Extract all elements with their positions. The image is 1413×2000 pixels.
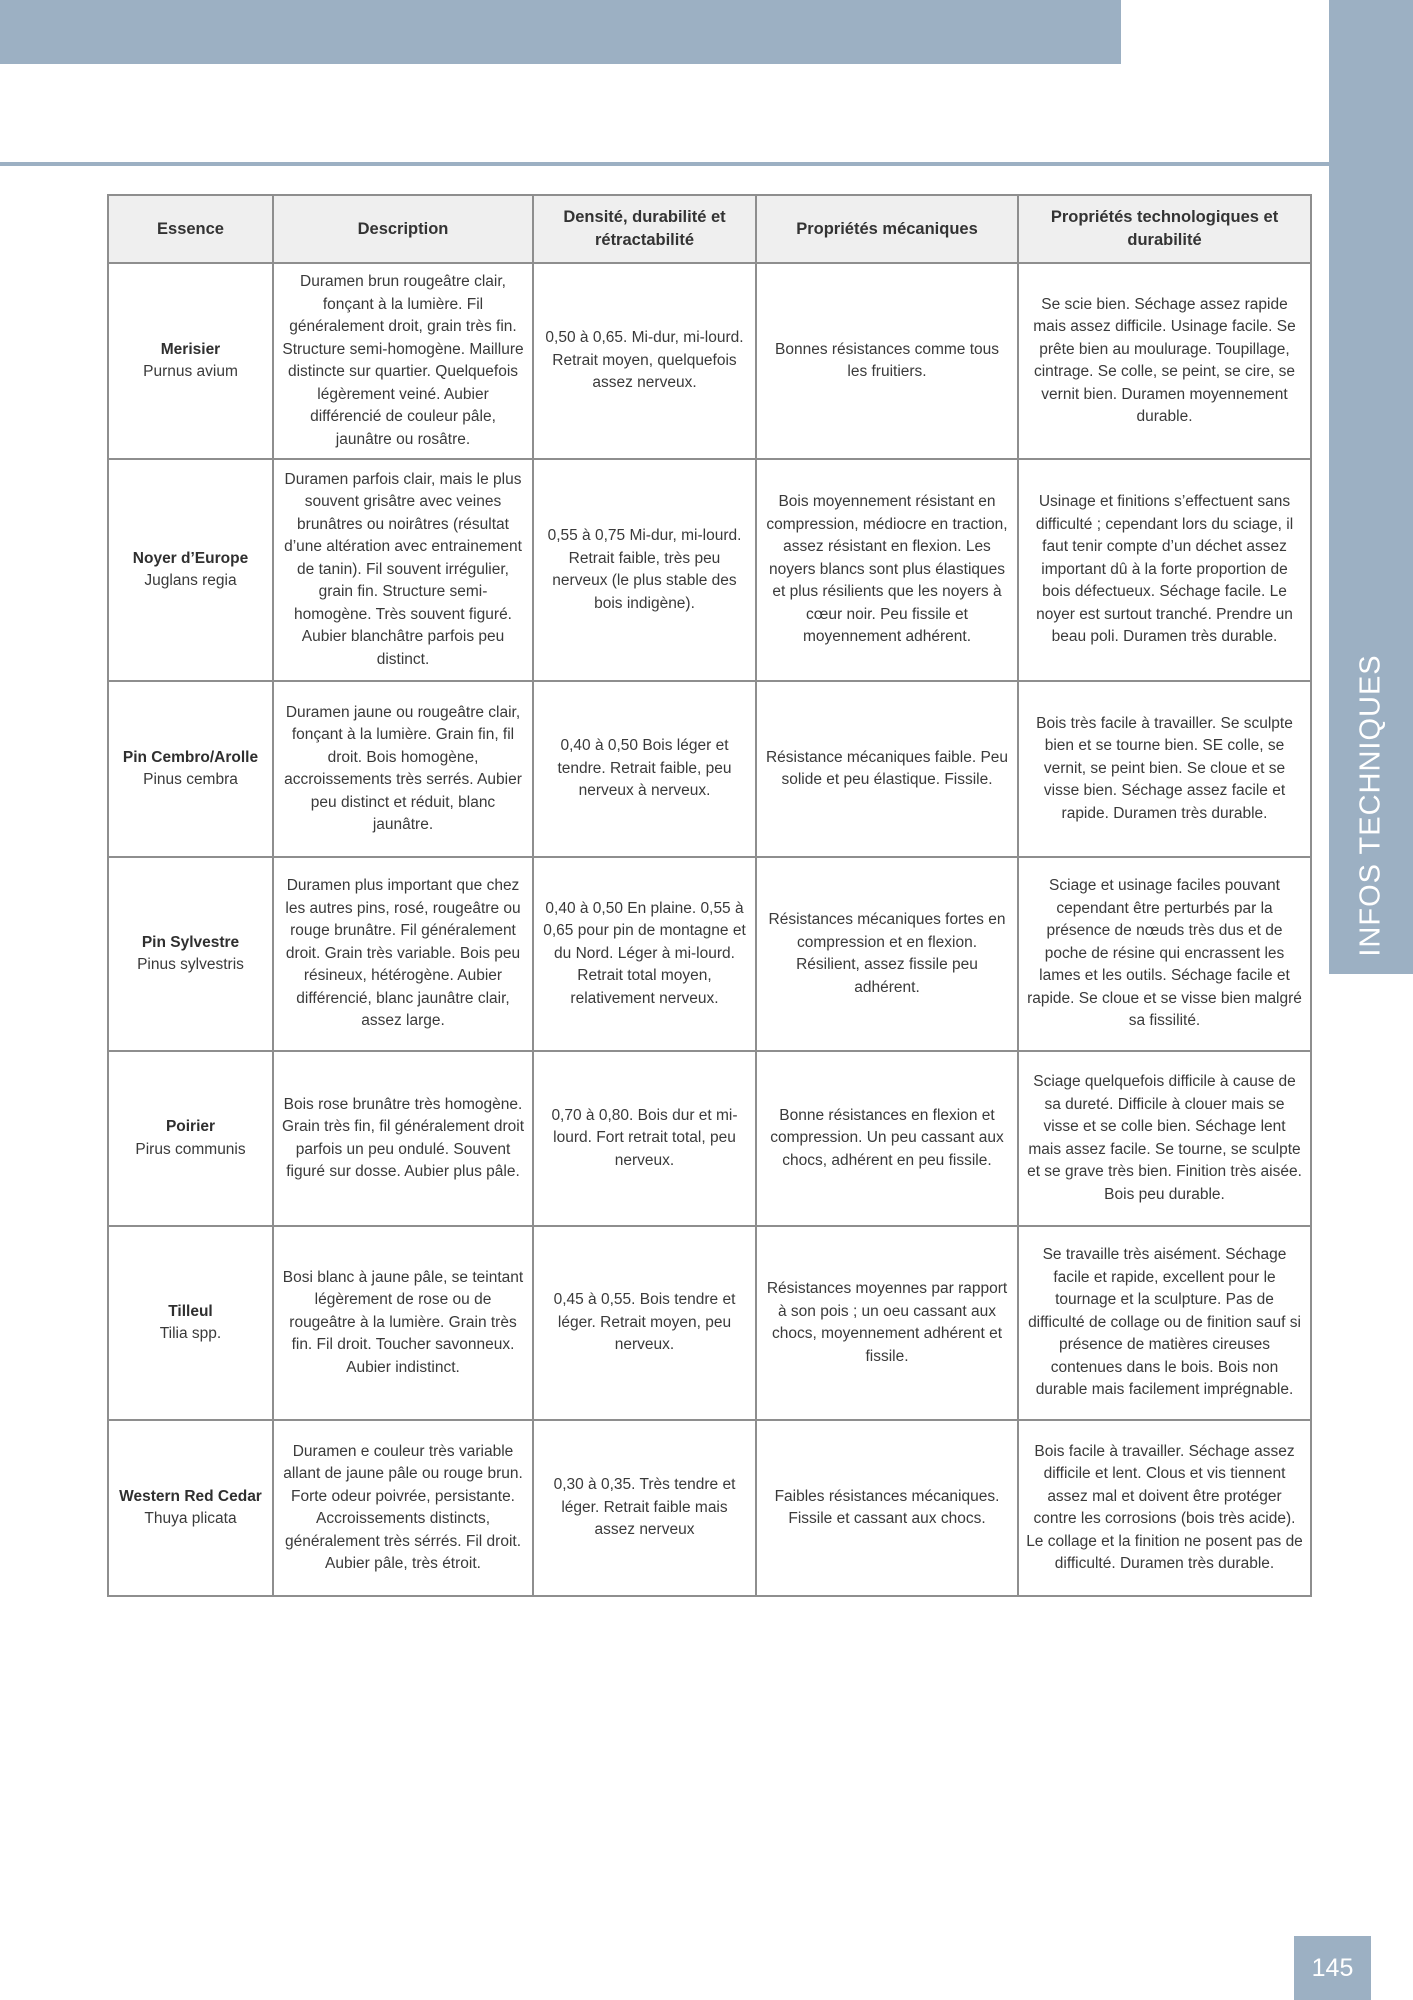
description-cell: Duramen brun rougeâtre clair, fonçant à la lumière. Fil généralement droit, grain très fin. Structure semi-homogène. Maillure distincte sur quartier. Quelquefois légèrement veiné. Aubier différencié de couleur pâle, jaunâtre ou rosâtre.	[273, 263, 533, 459]
density-cell: 0,50 à 0,65. Mi-dur, mi-lourd. Retrait moyen, quelquefois assez nerveux.	[533, 263, 756, 459]
essence-latin-name: Pinus cembra	[143, 771, 238, 788]
essence-latin-name: Pinus sylvestris	[137, 956, 244, 973]
table-row	[108, 263, 1311, 459]
essence-latin-name: Purnus avium	[143, 363, 238, 380]
essence-name: Poirier	[165, 1118, 216, 1135]
column-header-mechanical: Propriétés mécaniques	[756, 195, 1018, 263]
table-row	[108, 459, 1311, 681]
description-cell: Duramen e couleur très variable allant de jaune pâle ou rouge brun. Forte odeur poivrée, persistante. Accroissements distincts, généralement très sérrés. Fil droit. Aubier pâle, très étroit.	[273, 1420, 533, 1596]
technological-cell: Sciage et usinage faciles pouvant cependant être perturbés par la présence de nœuds très dus et de poche de résine qui encrassent les lames et les outils. Séchage facile et rapide. Se cloue et se visse bien malgré sa fissilité.	[1018, 857, 1311, 1051]
wood-species-table	[107, 194, 1312, 1597]
mechanical-cell: Faibles résistances mécaniques. Fissile et cassant aux chocs.	[756, 1420, 1018, 1596]
essence-cell	[108, 1420, 273, 1596]
essence-cell	[108, 857, 273, 1051]
technological-cell: Se scie bien. Séchage assez rapide mais assez difficile. Usinage facile. Se prête bien au moulurage. Toupillage, cintrage. Se colle, se peint, se cire, se vernit bien. Duramen moyennement durable.	[1018, 263, 1311, 459]
essence-name: Western Red Cedar	[119, 1487, 262, 1505]
description-cell: Duramen parfois clair, mais le plus souvent grisâtre avec veines brunâtres ou noirâtres (résultat d’une altération avec entrainement de tanin). Fil souvent irrégulier, grain fin. Structure semi-homogène. Très souvent figuré. Aubier blanchâtre parfois peu distinct.	[273, 459, 533, 681]
table-row	[108, 1420, 1311, 1596]
mechanical-cell: Résistances mécaniques fortes en compression et en flexion. Résilient, assez fissile peu adhérent.	[756, 857, 1018, 1051]
essence-cell	[108, 1051, 273, 1226]
mechanical-cell: Résistances moyennes par rapport à son pois ; un oeu cassant aux chocs, moyennement adhérent et fissile.	[756, 1226, 1018, 1420]
technological-cell: Se travaille très aisément. Séchage facile et rapide, excellent pour le tournage et la sculpture. Pas de difficulté de collage ou de finition sauf si présence de matières cireuses contenues dans le bois. Bois non durable mais facilement imprégnable.	[1018, 1226, 1311, 1420]
table-row	[108, 1226, 1311, 1420]
technological-cell: Bois très facile à travailler. Se sculpte bien et se tourne bien. SE colle, se vernit, se peint bien. Se cloue et se visse bien. Séchage assez facile et rapide. Duramen très durable.	[1018, 681, 1311, 857]
table-row	[108, 857, 1311, 1051]
table-header-row	[108, 195, 1311, 263]
column-header-technological: Propriétés technologiques et durabilité	[1018, 195, 1311, 263]
technological-cell: Usinage et finitions s’effectuent sans difficulté ; cependant lors du sciage, il faut tenir compte d’un déchet assez important dû à la forte proportion de bois défectueux. Séchage facile. Le noyer est surtout tranché. Prendre un beau poli. Duramen très durable.	[1018, 459, 1311, 681]
essence-latin-name: Tilia spp.	[159, 1325, 222, 1342]
mechanical-cell: Bois moyennement résistant en compression, médiocre en traction, assez résistant en flexion. Les noyers blancs sont plus élastiques et plus résilients que les noyers à cœur noir. Peu fissile et moyennement adhérent.	[756, 459, 1018, 681]
essence-name: Tilleul	[168, 1302, 213, 1320]
essence-cell	[108, 459, 273, 681]
mechanical-cell: Bonne résistances en flexion et compression. Un peu cassant aux chocs, adhérent en peu fissile.	[756, 1051, 1018, 1226]
side-section-label-text: INFOS TECHNIQUES	[1354, 653, 1387, 957]
essence-latin-name: Pirus communis	[135, 1140, 246, 1158]
essence-name: Noyer d’Europe	[132, 549, 249, 567]
page-number: 145	[1294, 1936, 1371, 2000]
essence-cell	[108, 681, 273, 857]
density-cell: 0,45 à 0,55. Bois tendre et léger. Retrait moyen, peu nerveux.	[533, 1226, 756, 1420]
technological-cell: Sciage quelquefois difficile à cause de sa dureté. Difficile à clouer mais se visse et se colle bien. Séchage lent mais assez facile. Se tourne, se sculpte et se grave très bien. Finition très aisée. Bois peu durable.	[1018, 1051, 1311, 1226]
density-cell: 0,30 à 0,35. Très tendre et léger. Retrait faible mais assez nerveux	[533, 1420, 756, 1596]
essence-cell	[108, 1226, 273, 1420]
description-cell: Duramen jaune ou rougeâtre clair, fonçant à la lumière. Grain fin, fil droit. Bois homogène, accroissements très serrés. Aubier peu distinct et réduit, blanc jaunâtre.	[273, 681, 533, 857]
description-cell: Bosi blanc à jaune pâle, se teintant légèrement de rose ou de rougeâtre à la lumière. Grain très fin. Fil droit. Toucher savonneux. Aubier indistinct.	[273, 1226, 533, 1420]
density-cell: 0,70 à 0,80. Bois dur et mi-lourd. Fort retrait total, peu nerveux.	[533, 1051, 756, 1226]
column-header-description: Description	[273, 195, 533, 263]
technological-cell: Bois facile à travailler. Séchage assez difficile et lent. Clous et vis tiennent assez mal et doivent être protéger contre les corrosions (bois très acide). Le collage et la finition ne posent pas de difficulté. Duramen très durable.	[1018, 1420, 1311, 1596]
essence-name: Merisier	[160, 340, 221, 358]
table-row	[108, 1051, 1311, 1226]
essence-name: Pin Cembro/Arolle	[122, 748, 259, 766]
essence-latin-name: Thuya plicata	[144, 1510, 237, 1527]
density-cell: 0,40 à 0,50 Bois léger et tendre. Retrait faible, peu nerveux à nerveux.	[533, 681, 756, 857]
density-cell: 0,40 à 0,50 En plaine. 0,55 à 0,65 pour pin de montagne et du Nord. Léger à mi-lourd. Retrait total moyen, relativement nerveux.	[533, 857, 756, 1051]
header-rule	[0, 162, 1329, 166]
mechanical-cell: Résistance mécaniques faible. Peu solide et peu élastique. Fissile.	[756, 681, 1018, 857]
essence-latin-name: Juglans regia	[144, 572, 237, 589]
mechanical-cell: Bonnes résistances comme tous les fruitiers.	[756, 263, 1018, 459]
side-section-label	[1329, 640, 1413, 970]
description-cell: Duramen plus important que chez les autres pins, rosé, rougeâtre ou rouge brunâtre. Fil généralement droit. Grain très variable. Bois peu résineux, hétérogène. Aubier différencié, blanc jaunâtre clair, assez large.	[273, 857, 533, 1051]
essence-cell	[108, 263, 273, 459]
description-cell: Bois rose brunâtre très homogène. Grain très fin, fil généralement droit parfois un peu ondulé. Souvent figuré sur dosse. Aubier plus pâle.	[273, 1051, 533, 1226]
column-header-essence: Essence	[108, 195, 273, 263]
top-decorative-band	[0, 0, 1121, 64]
essence-name: Pin Sylvestre	[141, 933, 240, 951]
column-header-density: Densité, durabilité et rétractabilité	[533, 195, 756, 263]
density-cell: 0,55 à 0,75 Mi-dur, mi-lourd. Retrait faible, très peu nerveux (le plus stable des bois indigène).	[533, 459, 756, 681]
table-row	[108, 681, 1311, 857]
